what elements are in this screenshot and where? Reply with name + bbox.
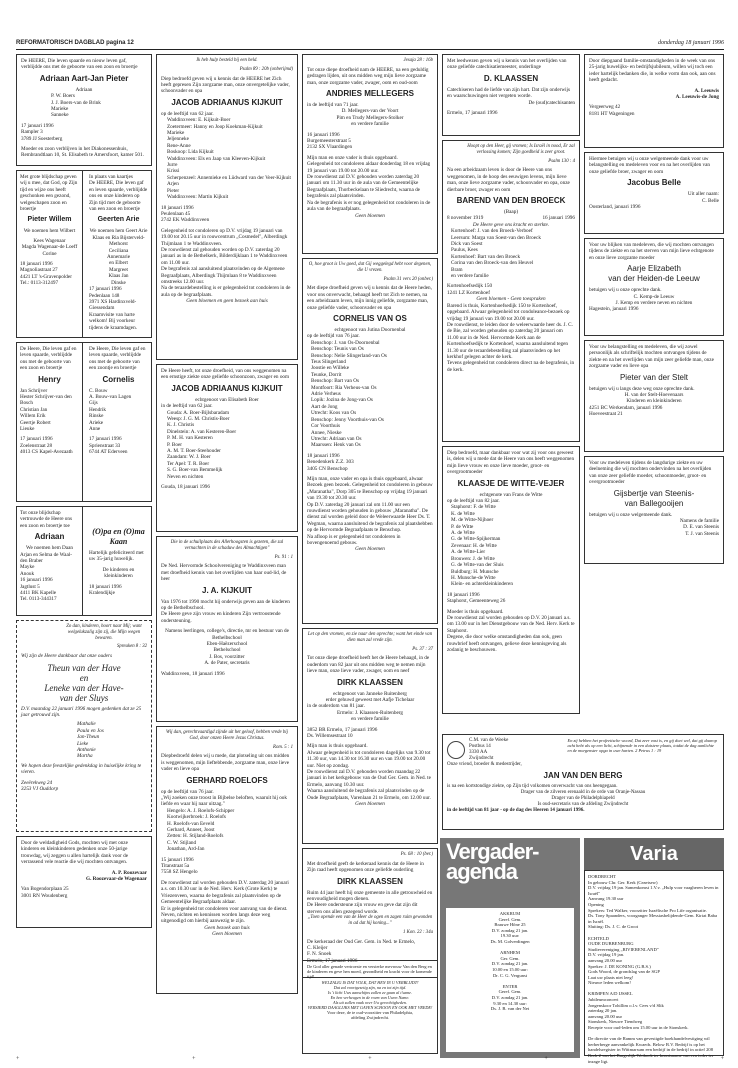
notice-body: Ruim 44 jaar heeft hij onze gemeente in alle getrouwheid en eenvoudigheid mogen dienen. De Heere ondersteune zijn vrouw en geve dat zijn dit sterven ons allen gezegend worde. <box>307 889 433 915</box>
thanks-text: Voor uw blijken van medeleven, die wij mochten ontvangen tijdens de ziekte en na het sterven van mijn lieve echtgenote en onze lieve zorgzame moeder <box>589 242 714 261</box>
notice-note: Moeder en zoon verblijven in het Diakonessenhuis, Rembrandtlaan 10, St. Elisabeth te Amersfoort, kamer 501. <box>21 146 144 159</box>
family-list: Kortenhoef: J. van den Broeck-Verboef Leersum: Marga van Soest-van den Broeck Dick van Soest Paulus, Kees Kortenhoef: Bart van den Broeck Corina van den Broeck-van den Heuvel Bram en verdere familie <box>451 228 541 280</box>
family-list: C. Kemp-de Leeuw J. Kemp en verdere neven en nichten <box>615 293 693 307</box>
deceased-name: Gijsbertje van Steenis- van Ballegooijen <box>613 488 695 508</box>
bible-verse: O, hoe groot is Uw goed, dat Gij weggelegd hebt voor degenen, die U vrezen. <box>308 262 432 273</box>
notice-date: 17 januari 1996 <box>20 436 53 443</box>
bible-verse: Let op den vromen, en zie naar den oprechte; want het einde van dien man zal vrede zijn. <box>307 632 433 643</box>
notice-note: We hopen deze feestelijke gedenkdag in huiselijke kring te vieren. <box>21 762 142 776</box>
spouse-line: echtgenote van Frans de Witte <box>479 491 543 498</box>
notice-date: 18 januari 1996 <box>307 452 340 459</box>
death-notice-school <box>156 536 298 722</box>
notice-intro: De HEERE, Die leven spaarde en nieuw leven gaf, verblijdde ons met de geboorte van een zoon en broertje <box>21 58 138 71</box>
deceased-age: op de leeftijd van 82 jaar. <box>447 498 500 505</box>
thanks-text: Voor uw medeleven tijdens de langdurige ziekte en uw deelneming die wij mochten ondervinden na het overlijden van onze zeer geliefde moeder, schoonmoeder, groot- en overgrootmoeder <box>589 460 712 486</box>
notice-date: 17 januari 1996 <box>21 122 54 129</box>
children-names: Mathalie Paula en Jos Jan-Theun Lieke Anthonie Martha <box>77 721 104 760</box>
child-name: Pieter Willem <box>27 216 72 224</box>
column-2 <box>156 54 298 998</box>
varia-section <box>584 838 724 1064</box>
deceased-age: op de leeftijd van 62 jaar. <box>161 110 214 117</box>
verse-reference: Ps. 68 : 10 (ber.) <box>400 852 433 857</box>
deceased-age: in de leeftijd van 71 jaar. <box>307 102 359 109</box>
funeral-details: De rouwdienst zal worden gehouden D.V. zaterdag 20 januari a.s. om 10.30 uur in de Ned. Herv. Kerk (Grote Kerk) te Vriezenveen, waarna de begrafenis zal plaatsvinden op de Gemeentelijke Begraafplaats aldaar. Er is gelegenheid tot condoleren voor aanvang van de dienst. Neven, nichten en kennissen worden langs deze weg uitgenodigd om hierbij aanwezig te zijn. <box>161 879 289 925</box>
agenda-items: AKKRUM Geref. Gem. Brauwe Hône 25 D.V. zondag 21 jan. 19.30 uur: Ds. M. Golverdingen ARNHEM Ger. Gem. D.V. zondag 21 jan. 10.00 en 15.00 uur: Dr. C. G. Vergunst ENTER Geref. Gem. D.V. zondag 21 jan. 9.30 en 14.30 uur: Ds. J. B. van der Net <box>446 908 574 1052</box>
death-notice-kijkuit-family <box>156 54 298 360</box>
birth-notice-adriaan-daan <box>17 507 83 615</box>
child-name: Geerten Arie <box>97 216 140 224</box>
notice-address: Pedenlaan 148 3971 XS Hardinxveld-Giessendam <box>89 292 137 312</box>
death-notice-van-den-broeck <box>442 140 580 442</box>
death-notice-mellegers <box>302 54 438 254</box>
notice-address: Rampler 3 3789 JJ Soesterberg <box>21 129 63 142</box>
family-list: Staphorst: F. de Witte K. de Witte M. de Witte-Nijhoer P. de Witte A. de Witte G. de Witte-Spijkerman Zevenaar: H. de Witte A. de Witte-Lier Brouwen: J. de Witte G. de Witte-van der Sluis Buldburg: H. Munsche H. Munsche-de Witte Klein- en achterkleinkinderen <box>451 504 513 588</box>
spouse-line: echtgenoot van Elisabeth Boer <box>195 396 259 403</box>
notice-body: De God aller genade vertroeste en versterke mevrouw Van den Berg en de kinderen en geve hen moed, gezondheid en kracht voor de komende tijd! <box>307 964 432 980</box>
bible-verse: En zij hebben het profeetische woord, Dat zeer vast is, en gij doet wel, dat gij daarop acht hebt als op een licht, schijnende in een duistere plaats, totdat de dag aanlichte en de morgenster opga in uwe harten. 2 Petrus 1 : 19 <box>567 738 717 754</box>
family-list: D. Mellegers-van der Voort Pim en Trudy Mellegers-Stolker en verdere familie <box>336 108 404 128</box>
verse-reference: Ps. 37 : 37 <box>412 646 433 652</box>
reg-mark-icon: + <box>720 1056 724 1062</box>
anniversary-names: (O)pa en (O)ma Kaan <box>92 527 145 546</box>
anniversary-greeting: Hartelijk gefeliciteerd met uw 35-jarig huwelijk. <box>89 550 144 563</box>
parents: P. W. Boers J. J. Boers-van de Brink Marieke Sanneke <box>51 93 101 119</box>
deceased-name: GERHARD ROELOFS <box>186 775 268 785</box>
deceased-name: DIRK KLAASSEN <box>337 876 403 886</box>
verse-reference: Psalm 89 : 20b (onberijmd) <box>239 66 293 72</box>
notice-place-date: Hagestein, januari 1996 <box>589 306 639 313</box>
bible-verse: Hoopt op den Heer, gij vromen; Is Israël in nood, Er zal verlossing komen; Zijn goedheid is zeer groot. <box>467 144 575 155</box>
notice-note: Kraamvisite van harte welkom! Bij voorkeur tijdens de kraamdagen. <box>89 311 137 331</box>
parents: Arjan en Selma de Waal-den Braber Mayke Anouk <box>20 551 72 577</box>
notice-place-date: Ermelo, 17 januari 1996 <box>447 110 498 117</box>
anniversary-text: D.V. maandag 22 januari 1996 mogen gedenken dat ze 25 jaar getrouwd zijn. <box>21 705 142 718</box>
child-nickname: We noemen hem Wilbert <box>23 228 76 235</box>
thanks-line: betuigen wij u onze oprechte dank. <box>589 287 662 294</box>
notice-intro: Tot onze diepe droefheid nam de HEERE, na een geduldig gedragen lijden, uit ons midden weg mijn lieve zorgzame man, onze zorgzame vader, zwager, oom en oud-oom <box>307 66 429 86</box>
family-list: Ermelo: J. Klaassen-Ruitenberg en verdere familie <box>336 709 404 723</box>
parents: Jan Schrijver Hester Schrijver-van den Bosch Christian Jan Willem Erik Geertje Robert Lieuke <box>20 387 72 433</box>
birth-notice-geerten-arie <box>86 171 151 337</box>
bible-verse: Ik heb hulp besteld bij een held. <box>196 58 258 63</box>
child-name: Henry <box>38 374 61 384</box>
notice-address: Titanstraat 5a 7558 SZ Hengelo <box>161 863 198 876</box>
death-date: 16 januari 1996 <box>542 215 575 222</box>
family-list: H. van der Stelt-Hoevenaars Kinderen en kleinkinderen <box>624 392 684 405</box>
death-notice-van-os <box>302 258 438 624</box>
notice-intro: De Heere, Die leven gaf en leven spaarde, verblijdde ons met de geboorte van een zoontje en broertje <box>89 346 146 372</box>
notice-phone: Tel.: 0113-312497 <box>20 280 59 287</box>
death-notice-klaassen-church <box>302 848 438 978</box>
notice-intro: De Heere heeft, tot onze droefheid, van ons weggenomen na een ernstige ziekte onze geliefde schoonzoon, zwager en oom <box>161 368 290 381</box>
death-notice-van-den-berg <box>442 734 724 830</box>
paper-title: REFORMATORISCH DAGBLAD pagina 12 <box>16 40 134 46</box>
thanks-names: A. Leeuwis A. Leeuwis-de Jong <box>675 87 719 101</box>
family-list: Waddinxveen: E. Kijkuit-Boer Zoetermeer: Hanny en Joop Koekman-Kijkuit Marieke Jeljenneke Rene-Anne Boskoop: Lida Kijkuit Waddinxveen: Els en Jaap van Kleeven-Kijkuit Jurre Krissi Scherpenzeel: Annemieke en Lüdward van der Veer-Kijkuit Arjen Pieter Waddinxveen: Martin Kijkuit <box>167 117 291 201</box>
deceased-name: ANDRIES MELLEGERS <box>325 89 414 99</box>
notice-note: Geen bloemen - Geen toespraken <box>476 296 546 303</box>
funeral-details: Mijn man is thuis opgebaard. Alwaar gelegenheid is tot condoleren dagelijks van 9.30 tot 11.30 uur, van 14.30 tot 16.30 uur en van 19.00 tot 20.00 uur. Niet op zondag. De rouwdienst zal D.V. gehouden worden maandag 22 januari in het kerkgebouw van de Oud Ger. Gem. in Ned. te Ermelo, aanvang 10.30 uur. Waarna aansluitend de begrafenis zal plaatsvinden op de Oude Begraafplaats, Varenlaan 21 te Ermelo, om 12.00 uur. <box>307 743 431 801</box>
notice-address: Van Bogendorplaan 25 3001 RN Woudenberg <box>21 886 69 899</box>
reg-mark-icon: + <box>192 1056 196 1062</box>
signers: De (oud)catechisanten <box>528 99 575 106</box>
notice-address: 4251 BC Werkendam, januari 1996 Hoeveestraat 21 <box>589 404 663 418</box>
notice-intro: Na een arbeidzaam leven is door de Heere van ons weggenomen, in de hoop des eeuwigen levens, mijn lieve man, onze lieve zorgzame vader, schoonvader en opa, onze dierbare broer, zwager en oom <box>447 167 570 193</box>
deceased-name: JACOB ADRIAANUS KIJKUIT <box>171 97 283 107</box>
column-5 <box>584 54 724 568</box>
notice-date: 18 januari 1996 <box>161 204 194 211</box>
notice-date: 18 januari 1996 <box>447 591 480 598</box>
reg-mark-icon: + <box>16 1056 20 1062</box>
deceased-name: KLAASJE DE WITTE-VEJER <box>457 478 565 488</box>
thanks-line: betuigen wij u langs deze weg onze oprechte dank. <box>589 385 695 392</box>
birth-notices-pair-2 <box>16 342 152 502</box>
notice-date: 16 januari 1996 <box>307 131 340 138</box>
notice-intro: Onze vriend, broeder & medestrijder, <box>447 762 522 767</box>
thanks-leeuwis <box>584 54 724 148</box>
reg-mark-icon: + <box>368 1056 372 1062</box>
notice-intro: Tot onze diepe droefheid heeft het de Heere behaagd, in de ouderdom van 82 jaar uit ons midden weg te nemen mijn lieve man, onze lieve vader, zwager, oom en neef <box>307 655 430 675</box>
notice-footer: Geen bloemen <box>355 546 385 553</box>
notice-intro: Diep bedroefd geven wij u kennis dat de HEERE het Zich heeft gepresen Zijn zorgzame man, onze onvergetelijke vader, schoonvader en opa <box>161 75 290 95</box>
notice-address: Zoelenstraat 28 4013 CS Kapel-Avezaath <box>20 442 73 456</box>
notice-intro: Wij zijn de Heere dankbaar dat onze ouders <box>21 653 113 660</box>
birth-notice-pieter-willem <box>17 171 83 337</box>
notice-phone: Tel. 0113-344317 <box>20 596 57 603</box>
deceased-age: in de ouderdom van 81 jaar. <box>307 703 365 710</box>
birth-notice-henry <box>17 343 83 501</box>
thanks-van-steenis <box>584 456 724 564</box>
notice-address: Magnoliastraat 27 4421 LT 's-Gravenpolder <box>20 267 72 280</box>
signers: Uit aller naam: C. Belle <box>687 191 719 204</box>
spouse-line: echtgenoot van Jutina Doornenbal <box>334 327 406 334</box>
family-list: Namens de familie D. E. van Steenis T. J. van Steenis <box>679 518 719 537</box>
page-date: donderdag 18 januari 1996 <box>658 40 724 46</box>
family-list: Hengelo: A. J. Roelofs-Schipper Kootwijkerbroek: J. Roelofs H. Roelofs-van Eeveld Gerhard, Anneet, Joost Zetten: H. Stijland-Roelofs C. W. Stijland Jonathan, Ard-Jan <box>167 807 235 853</box>
notice-line: De Heere geve ons kracht en sterkte. <box>472 221 550 228</box>
parents: C. Bouw A. Bouw-van Lagen Gijs Hendrik Rinske Arieke Anne <box>89 387 132 433</box>
birth-date: 8 november 1919 <box>447 215 484 222</box>
thanks-line: betuigen wij u onze welgemeende dank. <box>589 511 673 518</box>
notice-intro: De Heere, Die leven gaf en leven spaarde, verblijdde ons met de geboorte van een zoon en broertje <box>20 346 77 372</box>
child-nickname: We noemen hem Daan <box>26 545 73 552</box>
thanks-names: A. P. Roozevaar G. Roozevaar-de Wagenaar <box>86 869 147 883</box>
notice-intro: Diep bedroefd, maar dankbaar voor wat zij voor ons geweest is, delen wij u mede dat de Heere van ons heeft weggenomen mijn lieve vrouw en onze lieve moeder, groot- en overgrootmoeder <box>447 450 575 476</box>
registration-marks <box>16 1056 724 1062</box>
notice-intro: Met leedwezen geven wij u kennis van het overlijden van onze geliefde catechisatiemeester, onderlinge <box>447 58 567 71</box>
family-list: Gouda: A. Boer-Bijlsbaradam Weesp: J. G. M. Christis-Boer K. J. Christis Dinelstein: A. van Kesteren-Boer P. M. H. van Kesteren P. Boer A. M. T. Boer-Steehouder Zaandam: W. J. Boer Ter Apel: T. R. Boer S. G. Boer-van Bemmelijk Neven en nichten <box>167 409 237 480</box>
deceased-age: op de leeftijd van 76 jaar. <box>161 788 214 795</box>
notice-date: 17 januari 1996 <box>89 286 122 293</box>
notice-quote: „Wij zoeken onze troost in Bijbelse beloften, waaruit hij ook liefde en waar hij naar uitzag." <box>161 795 287 808</box>
birth-notice-cornelis <box>86 343 151 501</box>
notice-address: Staphorst, Gemeenteweg 26 <box>447 598 506 605</box>
signers: Namens leerlingen, college's, directie, mr en bestuur van de Bethelbschool Eben-Haëzerschool Bethelschool J. Bos, voorzitter A. de Pater, secretaris <box>165 628 289 667</box>
anniversary-van-der-have <box>16 620 152 832</box>
deceased-name: Jacobus Belle <box>627 178 681 188</box>
death-notice-klaassen-family <box>302 628 438 844</box>
notice-body: Van 1976 tot 1990 mocht hij onderwijs geven aan de kinderen op de Bethelbschool. De Heere geve zijn vrouw en kinderen Zijn vertroostende ondersteuning. <box>161 598 290 624</box>
funeral-details: Mijn man, onze vader en opa is thuis opgebaard, alwaar Bezoek geen bezoek. Gelegenheid tot condoleren in gebouw „Maranatha", Dorp 305 te Benschop op vrijdag 19 januari van 19.30 tot 20.30 uur. Op D.V. zaterdag 20 januari zal om 11.00 uur een rouwdienst worden gehouden in gebouw „Maranatha". De dienst zal worden geleid door de Weleerwaarde Heer Ds. T. Wegman, waarna aansluitend de begrafenis zal plaatshebben op de Hervormde Begraafplaats te Benschop. Na afloop is er gelegenheid tot condoleren in bovengenoemd gebouw. <box>307 475 433 547</box>
notice-address: Vergeerweg 42 8181 HT Wageningen <box>589 104 635 117</box>
funeral-details: Gelegenheid tot condoleren op D.V. vrijdag 19 januari van 19.00 tot 20.15 uur in rouwcentrum „Cosmedel", Alberdingk Thijmlaan 1 te Waddinxveen. De rouwdienst zal gehouden worden op D.V. zaterdag 20 januari as in de Bethelkerk, Bilderdijklaan 1 te Waddinxveen om 11.00 uur. De begrafenis zal aansluitend plaatsvinden op de Algemene Begraafplaats, Alberdingk Thijmlaan 8 te Waddinxveen omstreeks 12.00 uur. Na de teraardebestelling is er gelegenheid tot condoleren in de aula op de begraafplaats. <box>161 227 291 298</box>
bible-verse: Die in de schuilplaats des Allerhoogsten is gezeten, die zal vernachten in de schaduw des Almachtigen" <box>170 540 284 551</box>
birth-notice-adriaan <box>16 54 152 166</box>
deceased-nickname: (Baap) <box>503 209 519 216</box>
header-rule <box>16 49 724 50</box>
column-4 <box>442 54 580 718</box>
deceased-name: BAREND VAN DEN BROECK <box>456 196 566 206</box>
notice-place-date: Ermelo, 17 januari 1996 <box>307 957 358 964</box>
notice-footer: Geen bezoek aan huis Geen bloemen <box>204 924 250 938</box>
meeting-agenda <box>440 838 580 1058</box>
notice-intro: Met droefheid geeft de kerkeraad kennis dat de Heere in Zijn raad heeft opgenomen onze geliefde ouderling <box>307 860 424 874</box>
deceased-name: Aarje Elizabeth van der Heiden-de Leeuw <box>608 264 700 284</box>
notice-intro: Diepbedroefd delen wij u mede, dat plotseling uit ons midden is weggenomen, mijn lieftebbende, zorgzame man, onze lieve vader en lieve opa <box>161 753 290 773</box>
notice-address: Burgemeesterstraat 5 2132 SX Vlaardingen <box>307 138 353 151</box>
couple-names: Theun van der Have en Leneke van der Have- van der Sluys <box>44 662 124 703</box>
thanks-van-der-stelt <box>584 340 724 452</box>
column-1 <box>16 54 152 932</box>
notice-place-date: Waddinxveen, 18 januari 1996 <box>161 670 225 677</box>
notice-motto: WELZALIG IS DAT VOLK, DAT HEN IN U VERBLIJDT! Dat zal voortgesetig zijn, na en tot zijn tijd. Is 't licht Uws aanschijns zullen ze gaan al t'same. En hen verheugen in de roem van Uwen Name. Als uit zullen vaak over Uw gerechtigheden. VERSIERD DAAGLIJKS MET GAVEN SCHOON EN OOK MET VREDE! <box>307 979 433 1010</box>
child-name: Adriaan Aart-Jan Pieter <box>39 73 129 83</box>
signers: Voor deze, de te oud-voorzitter van Philadelphia, afdeling Zwijndrecht. <box>327 1009 413 1020</box>
notice-intro: Met grote blijdschap geven wij u mee, dat God, op Zijn tijd en wijze ons heeft geschonken een gezond, welgeschapen zoon en broertje <box>20 174 78 213</box>
thanks-van-der-heiden <box>584 238 724 336</box>
funeral-details: Mijn man en onze vader is thuis opgebaard. Gelegenheid tot condoleren aldaar donderdag 18 en vrijdag 19 januari van 19.00 tot 20.00 uur. De rouwdienst zal D.V. gehouden worden zaterdag 20 januari om 11.30 uur in de aula van de Gemeentelijke Begraafplaats, Thorbeckelaan te Sliedrecht, waarna de begrafenis zal plaatsvinden. Na de begrafenis is er nog gelegenheid tot condoleren in de aula van de begraafplaats. <box>307 154 431 213</box>
notice-footer: Geen bloemen <box>355 212 385 219</box>
verse-reference: Psalm 130 : 4 <box>548 158 575 164</box>
birth-and-anniversary-pair <box>16 506 152 616</box>
notice-intro: Tot onze blijdschap vertrouwde de Heere ons een zoon en broertje toe <box>20 510 72 529</box>
parents: Kees Wagenaar Magda Wagenaar-de Loeff Corine <box>21 237 78 257</box>
bible-verse: Wij dan, gerechtvaardigd zijnde uit het geloof, hebben vrede bij God, door onzen Heere Jezus Christus. <box>166 730 288 741</box>
verse-reference: Rom. 5 : 1 <box>273 744 293 750</box>
notice-body: is na een kortstondige ziekte, op Zijn tijd volkomen onverwacht van ons heengegaan. <box>447 784 618 789</box>
notice-place-date: Oosterland, januari 1996 <box>589 204 641 211</box>
varia-items: DORDRECHT In gebouw Chr. Ger. Kerk (Ceaetsew) D.V. vrijdag 19 jan. Samenkomst 1.V.v. „Hulp voor vaagheren leven in Israël" Aanvang 19.30 uur Opening Sprekers: Ted Walker, voorzitter Israëlische Pro Life organisatie. Ds. Tony Spaanders, voorganger Messiasbelijdende-Gem. Kiriat Baba in Israël. Sluiting: Ds. J. C. de Groot ECHTELD OUDE DUBBENBURG Studievereniging „RIVIERENLAND" D.V. vrijdag 19 jan. aanvang 20.00 uur Spreker: J. DE KONING (G.B.S.) Gods Woord, de grondslag van de SGP Laat uw plaats niet leeg! Nieuwe leden welkom! KRIMPEN A/D IJSSEL Jubileumconcert Jongenskoor Tohillim o.l.v. Cees v/d Slik zaterdag 20 jan. aanvang 20.00 uur Sionskerk, Nieuwe Tiendweg Recepte voor oud-leden om 15.00 uur in de Sionskerk. De directie van de Ramm van gevestigde boekhandelvestiging wil herberberge aanvankelijk Kwaeds. Below B.V. Bedrijf is op het handelsregister in Wittmarsum een bedrijf in de bedrijf in actief 208 Beek 2 van het Burgerlijk Wetboek ter kennisname van een ieder ter inzage ligt. <box>584 870 724 1056</box>
thanks-text: Door diepgaand familie-omstandigheden in de week van ons 25-jarig huwelijks- en bedrijfsjubileum, willen wij toch een ieder hartelijk bedanken die, in welke vorm dan ook, aan ons heeft gedacht. <box>589 58 716 84</box>
verse-reference: Jesaja 28 : 16b <box>403 58 433 63</box>
child-nickname: Adriaan <box>75 86 93 93</box>
notice-intro: Met diepe droefheid geven wij u kennis dat de Heere heden, voor ons onverwacht, behaagd heeft tot Zich te nemen, na een arbeidzaam leven, mijn innig geliefde, zorgzame man, onze geliefde vader, schoonvader en opa <box>307 285 432 311</box>
notice-body: Catechiseren had de liefde van zijn hart. Dat zijn onderwijs en waarschuwingen niet vergeten worde. <box>447 86 571 100</box>
society-seal-icon <box>447 741 465 759</box>
verse-reference: Psalm 31 vers 20 (onber.) <box>383 276 433 282</box>
deceased-name: CORNELIS VAN OS <box>333 314 407 324</box>
thanks-text: Voor uw belangstelling en medeleven, die wij zowel persoonlijk als schriftelijk mochten ontvangen tijdens de ziekte en na het overlijden van mijn zeer geliefde man, onze zorgzame vader en lieve opa <box>589 344 714 370</box>
notice-intro: In plaats van kaartjes De HEERE, Die leven gaf en leven spaarde, verblijdde ons en onze kinderen op Zijn tijd met de geboorte van een zoon en broertje <box>89 174 148 213</box>
notice-address: Zeeërekweg 24 3253 VJ Ouddorp <box>21 779 59 793</box>
deceased-name: D. KLAASSEN <box>483 73 539 83</box>
funeral-details: Moeder is thuis opgebaard. De rouwdienst zal worden gehouden op D.V. 20 januari a.s. om 13.00 uur in het Dienstgebouw van de Ned. Herv. Kerk te Staphorst. Degene, die door welke omstandigheden dan ook, geen rouwbrief heeft ontvangen, gelieve deze kennisgeving als zodanig te beschouwen. <box>447 608 575 653</box>
van-den-berg-closing <box>302 957 438 1054</box>
verse-reference: Spreuken 8 : 32 <box>116 644 147 650</box>
bible-verse: „Toen opende een van de Heer de ogen en zagen ruim gewonden in ad dat hij koning..." <box>307 915 433 927</box>
verse-reference: Ps. 91 : 1 <box>274 554 293 560</box>
notice-address: Sprienstraat 33 6744 AT Ederveen <box>89 442 128 456</box>
death-notice-roelofs <box>156 726 298 994</box>
deceased-name: J. A. KIJKUIT <box>202 585 252 595</box>
reg-mark-icon: + <box>544 1056 548 1062</box>
thanks-text: Door de weldadigheid Gods, mochten wij met onze kinderen en kleinkinderen gedenken onze 50-jarige trouwdag, wij zeggen u allen hartelijk dank voor de verrassend vele reactie die wij mochten ontvangen. <box>21 840 129 866</box>
notice-address: C.M. van de Weeke Postbus 14 3330 AA Zwijndrecht <box>469 738 509 761</box>
deceased-name: Pieter van der Stelt <box>619 372 689 382</box>
signers: De kerkeraad der Oud Ger. Gem. in Ned. te Ermelo, C. Kleijer F. N. Snoek <box>307 938 416 958</box>
notice-intro: De Ned. Hervormde Schoolvereniging te Waddinxveen man met droefheid kennis van het overlijden van haar oud-lid, de heer <box>161 563 287 583</box>
spouse-line: echtgenoot van Janneke Ruitenberg erder gehuwd geweest met Aafje Tichelaar <box>325 690 415 704</box>
child-nickname: We noemen hem Geert Arie <box>89 228 148 235</box>
child-name: Adriaan <box>34 532 65 542</box>
notice-date: 15 januari 1996 <box>161 856 194 863</box>
death-notice-de-witte <box>442 446 580 714</box>
notice-address: Kortenhoefsedijk 150 1241 LZ Kortenhoef <box>447 283 493 296</box>
notice-date: 17 januari 1996 <box>89 436 122 443</box>
sender-address-block <box>447 738 564 762</box>
notice-date: 18 januari 1996 <box>20 261 53 268</box>
birth-notices-pair-1 <box>16 170 152 338</box>
notice-address: Jagtlust 5 4411 BK Kapelle <box>20 583 57 597</box>
verse-reference: 1 Kon. 22 : 34a <box>403 929 433 935</box>
column-3 <box>302 54 438 982</box>
deceased-name: DIRK KLAASSEN <box>337 677 403 687</box>
thanks-belle <box>584 152 724 234</box>
deceased-name: JAN VAN DEN BERG <box>543 771 623 780</box>
thanks-text: Hiermee betuigen wij u onze welgemeende dank voor uw belangstelling en medeleven voor en na het overlijden van onze geliefde broer, zwager en oom <box>589 156 710 175</box>
notice-address: Peulenlaan 45 2742 EK Waddinxveen <box>161 210 210 224</box>
notice-date: 16 januari 1996 <box>20 577 53 584</box>
thanks-roozevaar <box>16 836 152 928</box>
anniversary-signers: De kinderen en kleinkinderen <box>102 566 135 580</box>
honors: Drager van de zilveren erenaald in de orde van Oranje-Nassau Drager van de Philadelphiapeld Is oud-secretaris van de afdeling Zwijndrecht <box>520 790 646 807</box>
deceased-age: in de leeftijd van 81 jaar - op de dag des Heeren 14 januari 1996. <box>447 808 585 813</box>
notice-address: Benedenkerk Z.Z. 303 3405 CN Benschop <box>307 459 354 472</box>
funeral-details: Barend is thuis, Kortenhoefsedijk 150 te Kortenhoef, opgebaard. Alwaar gelegenheid tot condoleance-bezoek op vrijdag 19 januari van 19.00 tot 20.00 uur. De rouwdienst, te leiden door de weleerwaarde heer ds. J. C. de Bie, zal worden gehouden op zaterdag 20 januari om 11.00 uur in de Ned. Hervormde Kerk aan de Kortenhoefsedijk te Kortenhoef, waarna aansluitend tegen 11.30 uur de teraardebestelling zal plaatsvinden op het kerkhof gelegen achter de kerk. Tevens gelegenheid tot condoleren direct na de begrafenis, in de kerk. <box>447 302 575 373</box>
deceased-age: in de leeftijd van 62 jaar. <box>161 403 213 410</box>
notice-place-date: Gouda, 18 januari 1996 <box>161 484 210 491</box>
parents: Klaas en Ria Bijsterveld-Methorst Ceciliana Annemarie en Elbert Margreet Klaas Jan Dinske <box>92 234 145 286</box>
death-notice-kijkuit-inlaws <box>156 364 298 532</box>
anniversary-kaan <box>86 507 151 615</box>
varia-title: Varia <box>584 838 724 870</box>
child-name: Cornelis <box>102 374 135 384</box>
agenda-title: Vergader-agenda <box>446 839 539 884</box>
notice-footer: Geen bloemen en geen bezoek aan huis <box>186 298 268 305</box>
death-notice-klaassen-catechism <box>442 54 580 136</box>
notice-address: 3852 BR Ermelo, 17 januari 1996 Ds. Willemsestraat 10 <box>307 726 378 740</box>
page-header <box>16 40 724 50</box>
bible-verse: Zo dan, kinderen, hoort naar Mij; want welgelukzalig zijn zij, die Mijn wegen bewaren. <box>66 624 142 641</box>
notice-footer: Geen bloemen <box>355 801 385 808</box>
deceased-age: op de leeftijd van 76 jaar. <box>307 333 360 340</box>
family-list: Benschop: J. van Os-Doornenbal Benschop: Teunis van Os Benschop: Nelie Slingerland-van Os Teus Slingerland Joostie en Willeke Teunke, Dorrit Benschop: Bart van Os Montfoort: Ria Verheus-van Os Adrie Verheus Lopik: Jozina de Jong-van Os Aart de Jong Utrecht: Koos van Os Benschop: Jenny Voorthuis-van Os Cor Voorthuis Annee, Nieske Utrecht: Adriaan van Os Maarssen: Henk van Os <box>311 339 387 449</box>
notice-date: 18 januari 1996 Kralendijkje <box>89 583 122 597</box>
deceased-name: JACOB ADRIAANUS KIJKUIT <box>171 383 283 393</box>
